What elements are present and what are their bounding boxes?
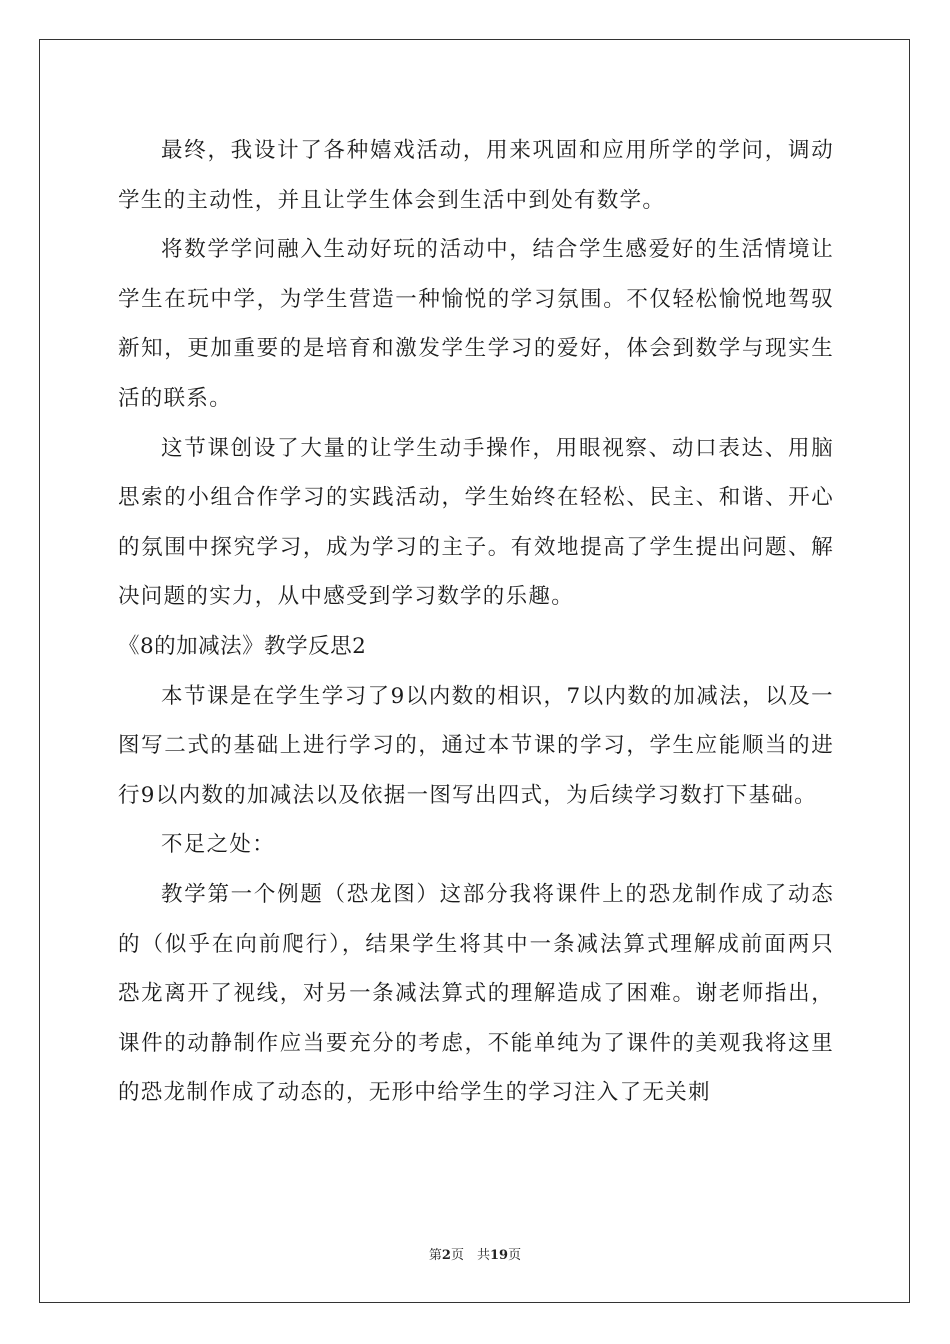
section-heading: 《8的加减法》教学反思2 (118, 633, 367, 659)
page-footer (0, 1244, 950, 1263)
footer-suffix: 页 (508, 1248, 522, 1263)
paragraph: 本节课是在学生学习了9以内数的相识，7以内数的加减法，以及一图写二式的基础上进行学习的，通过本节课的学习，学生应能顺当的进行9以内数的加减法以及依据一图写出四式，为后续学习数打下基础。 (118, 683, 834, 808)
paragraph: 教学第一个例题（恐龙图）这部分我将课件上的恐龙制作成了动态的（似乎在向前爬行），结果学生将其中一条减法算式理解成前面两只恐龙离开了视线，对另一条减法算式的理解造成了困难。谢老师指出，课件的动静制作应当要充分的考虑，不能单纯为了课件的美观我将这里的恐龙制作成了动态的，无形中给学生的学习注入了无关刺 (118, 881, 834, 1106)
paragraph: 将数学学问融入生动好玩的活动中，结合学生感爱好的生活情境让学生在玩中学，为学生营造一种愉悦的学习氛围。不仅轻松愉悦地驾驭新知，更加重要的是培育和激发学生学习的爱好，体会到数学与现实生活的联系。 (118, 237, 834, 411)
footer-mid: 页 共 (450, 1248, 490, 1263)
paragraph: 这节课创设了大量的让学生动手操作，用眼视察、动口表达、用脑思索的小组合作学习的实践活动，学生始终在轻松、民主、和谐、开心的氛围中探究学习，成为学习的主子。有效地提高了学生提出问题、解决问题的实力，从中感受到学习数学的乐趣。 (118, 435, 834, 610)
footer-prefix: 第 (428, 1248, 442, 1263)
total-page-number: 19 (489, 1248, 509, 1263)
paragraph: 最终，我设计了各种嬉戏活动，用来巩固和应用所学的学问，调动学生的主动性，并且让学生体会到生活中到处有数学。 (118, 138, 834, 213)
paragraph: 不足之处： (161, 832, 276, 858)
current-page-number: 2 (441, 1248, 451, 1263)
document-body (118, 126, 834, 1118)
